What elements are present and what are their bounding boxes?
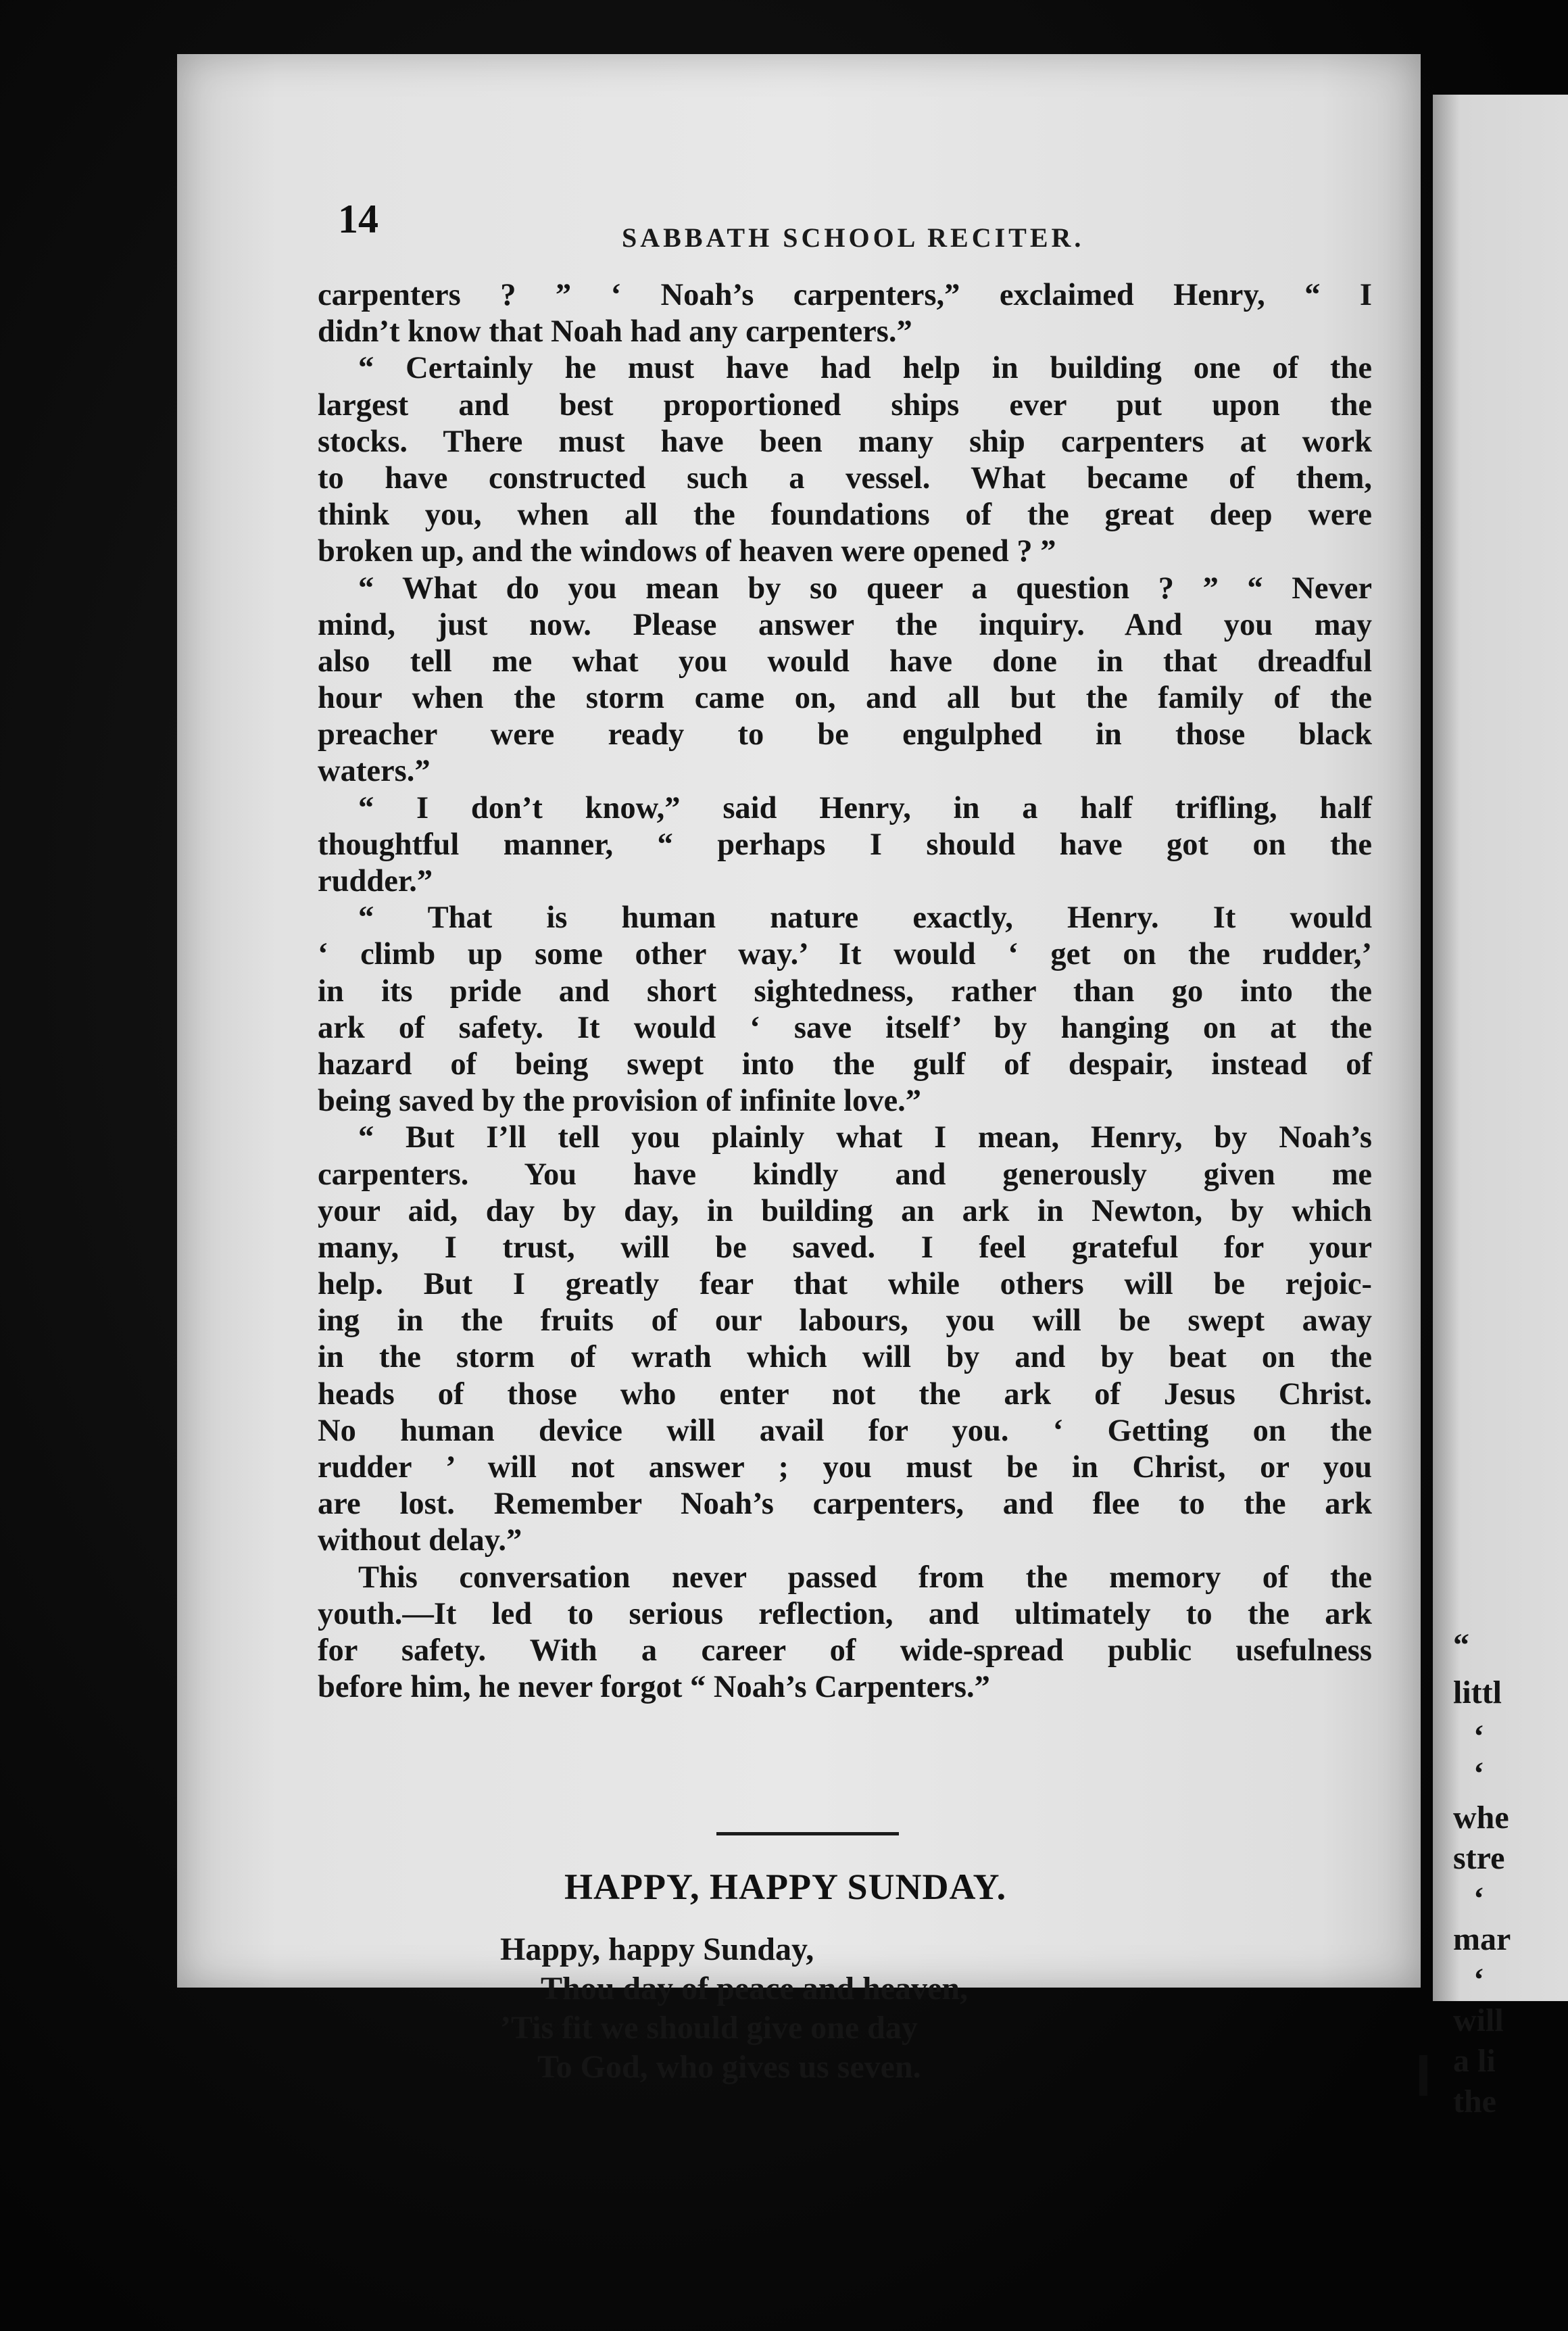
section-divider [716, 1832, 899, 1835]
text-line: in its pride and short sightedness, rather than go into the [318, 974, 1372, 1009]
text-line: in the storm of wrath which will by and by beat on the [318, 1340, 1372, 1375]
text-line: preacher were ready to be engulphed in those black [318, 717, 1372, 752]
page-number: 14 [338, 197, 378, 241]
running-title: SABBATH SCHOOL RECITER. [622, 222, 1085, 253]
adjacent-page-fragment: ‘ [1473, 1719, 1484, 1754]
paragraph [318, 900, 1372, 1120]
adjacent-page-fragment: whe [1453, 1800, 1509, 1835]
text-line: carpenters. You have kindly and generously given me [318, 1157, 1372, 1192]
paragraph [318, 350, 1372, 570]
paragraph [318, 790, 1372, 900]
poem-title: HAPPY, HAPPY SUNDAY. [564, 1867, 1007, 1907]
text-line: didn’t know that Noah had any carpenters.” [318, 314, 912, 350]
adjacent-page-fragment: stre [1453, 1840, 1505, 1876]
text-line: think you, when all the foundations of the great deep were [318, 498, 1372, 533]
adjacent-page-fragment: littl [1453, 1675, 1502, 1710]
adjacent-page-fragment: a li [1453, 2043, 1496, 2079]
text-line: for safety. With a career of wide-spread public usefulness [318, 1633, 1372, 1668]
text-line: rudder ’ will not answer ; you must be in Christ, or you [318, 1450, 1372, 1485]
poem [500, 1930, 1244, 2087]
text-line: are lost. Remember Noah’s carpenters, and flee to the ark [318, 1487, 1372, 1522]
text-line: also tell me what you would have done in that dreadful [318, 644, 1372, 679]
adjacent-page [1433, 95, 1568, 2001]
text-line: mind, just now. Please answer the inquiry. And you may [318, 607, 1372, 642]
adjacent-page-fragment: ‘ [1473, 1881, 1484, 1917]
poem-line: Thou day of peace and heaven, [541, 1971, 969, 2006]
text-line: waters.” [318, 754, 431, 789]
adjacent-page-fragment: will [1453, 2002, 1504, 2038]
text-line: carpenters ? ” ‘ Noah’s carpenters,” exclaimed Henry, “ I [318, 278, 1372, 312]
body-text [318, 277, 1372, 1706]
text-line: hazard of being swept into the gulf of despair, instead of [318, 1047, 1372, 1082]
text-line: No human device will avail for you. ‘ Getting on the [318, 1413, 1372, 1448]
text-line: ark of safety. It would ‘ save itself’ by hanging on at the [318, 1010, 1372, 1045]
paragraph [318, 1560, 1372, 1706]
text-line: many, I trust, will be saved. I feel grateful for your [318, 1230, 1372, 1265]
paragraph [318, 1120, 1372, 1559]
text-line: ‘ climb up some other way.’ It would ‘ get on the rudder,’ [318, 937, 1372, 972]
poem-line: ’Tis fit we should give one day [500, 2010, 918, 2046]
paragraph [318, 571, 1372, 790]
adjacent-page-fragment: “ [1453, 1627, 1469, 1663]
adjacent-page-fragment: ‘ [1473, 1962, 1484, 1998]
text-line: “ But I’ll tell you plainly what I mean, Henry, by Noah’s [358, 1120, 1372, 1155]
text-line: hour when the storm came on, and all but the family of the [318, 681, 1372, 716]
text-line: thoughtful manner, “ perhaps I should have got on the [318, 827, 1372, 862]
text-line: before him, he never forgot “ Noah’s Carpenters.” [318, 1670, 990, 1705]
text-line: “ I don’t know,” said Henry, in a half trifling, half [358, 790, 1372, 825]
text-line: help. But I greatly fear that while others will be rejoic- [318, 1267, 1372, 1302]
text-line: “ Certainly he must have had help in building one of the [358, 351, 1372, 386]
text-line: being saved by the provision of infinite love.” [318, 1084, 922, 1119]
text-line: to have constructed such a vessel. What became of them, [318, 460, 1372, 496]
text-line: stocks. There must have been many ship carpenters at work [318, 424, 1372, 459]
page-header [338, 196, 1392, 257]
adjacent-page-fragment: mar [1453, 1921, 1511, 1957]
adjacent-page-fragment: the [1453, 2084, 1496, 2119]
text-line: rudder.” [318, 864, 433, 898]
text-line: “ That is human nature exactly, Henry. It would [358, 900, 1372, 936]
text-line: heads of those who enter not the ark of Jesus Christ. [318, 1376, 1372, 1412]
text-line: This conversation never passed from the memory of the [358, 1560, 1372, 1595]
text-line: youth.—It led to serious reflection, and ultimately to the ark [318, 1596, 1372, 1631]
text-line: “ What do you mean by so queer a question ? ” “ Never [358, 571, 1372, 606]
paragraph [318, 277, 1372, 350]
text-line: your aid, day by day, in building an ark in Newton, by which [318, 1193, 1372, 1228]
poem-line: To God, who gives us seven. [537, 2049, 921, 2085]
text-line: largest and best proportioned ships ever put upon the [318, 387, 1372, 423]
text-line: broken up, and the windows of heaven were opened ? ” [318, 534, 1056, 569]
text-line: without delay.” [318, 1523, 522, 1558]
adjacent-page-fragment: ‘ [1473, 1756, 1484, 1792]
poem-line: Happy, happy Sunday, [500, 1931, 814, 1967]
text-line: ing in the fruits of our labours, you will be swept away [318, 1303, 1372, 1339]
page-edge-mark [1419, 2055, 1427, 2096]
